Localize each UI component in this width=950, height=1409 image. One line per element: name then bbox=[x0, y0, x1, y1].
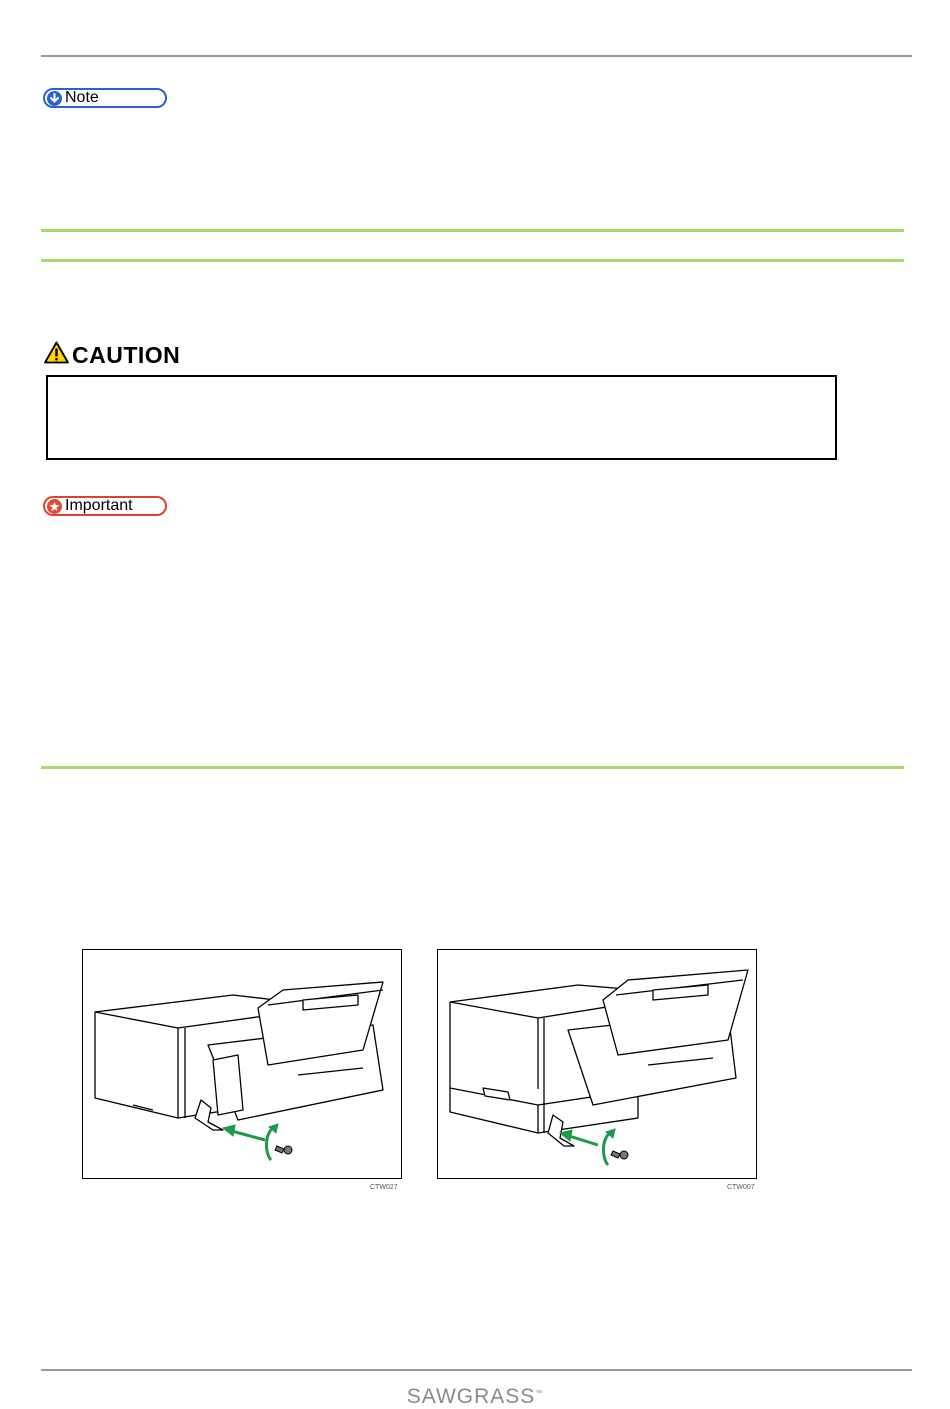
section-rule-2 bbox=[41, 259, 904, 262]
trademark-mark: ™ bbox=[535, 1390, 544, 1397]
figure-code-1: CTW027 bbox=[370, 1184, 398, 1191]
note-label: Note bbox=[65, 89, 99, 106]
important-label: Important bbox=[65, 497, 133, 514]
brand-name: SAWGRASS bbox=[406, 1385, 536, 1408]
important-badge bbox=[43, 496, 167, 516]
printer-drawing-2 bbox=[438, 950, 755, 1177]
star-icon bbox=[47, 499, 62, 514]
section-rule-1 bbox=[41, 229, 904, 232]
note-badge bbox=[43, 88, 167, 108]
printer-illustration-2 bbox=[437, 949, 757, 1179]
footer-rule bbox=[41, 1369, 912, 1371]
printer-drawing-1 bbox=[83, 950, 400, 1177]
section-rule-3 bbox=[41, 766, 904, 769]
header-rule bbox=[41, 55, 912, 57]
warning-triangle-icon bbox=[44, 341, 69, 369]
sawgrass-logo bbox=[0, 1385, 950, 1409]
printer-illustration-1 bbox=[82, 949, 402, 1179]
arrow-down-icon bbox=[47, 91, 62, 106]
figure-code-2: CTW007 bbox=[727, 1184, 755, 1191]
caution-label: CAUTION bbox=[72, 341, 181, 368]
caution-box bbox=[46, 375, 837, 460]
caution-heading bbox=[44, 343, 180, 367]
